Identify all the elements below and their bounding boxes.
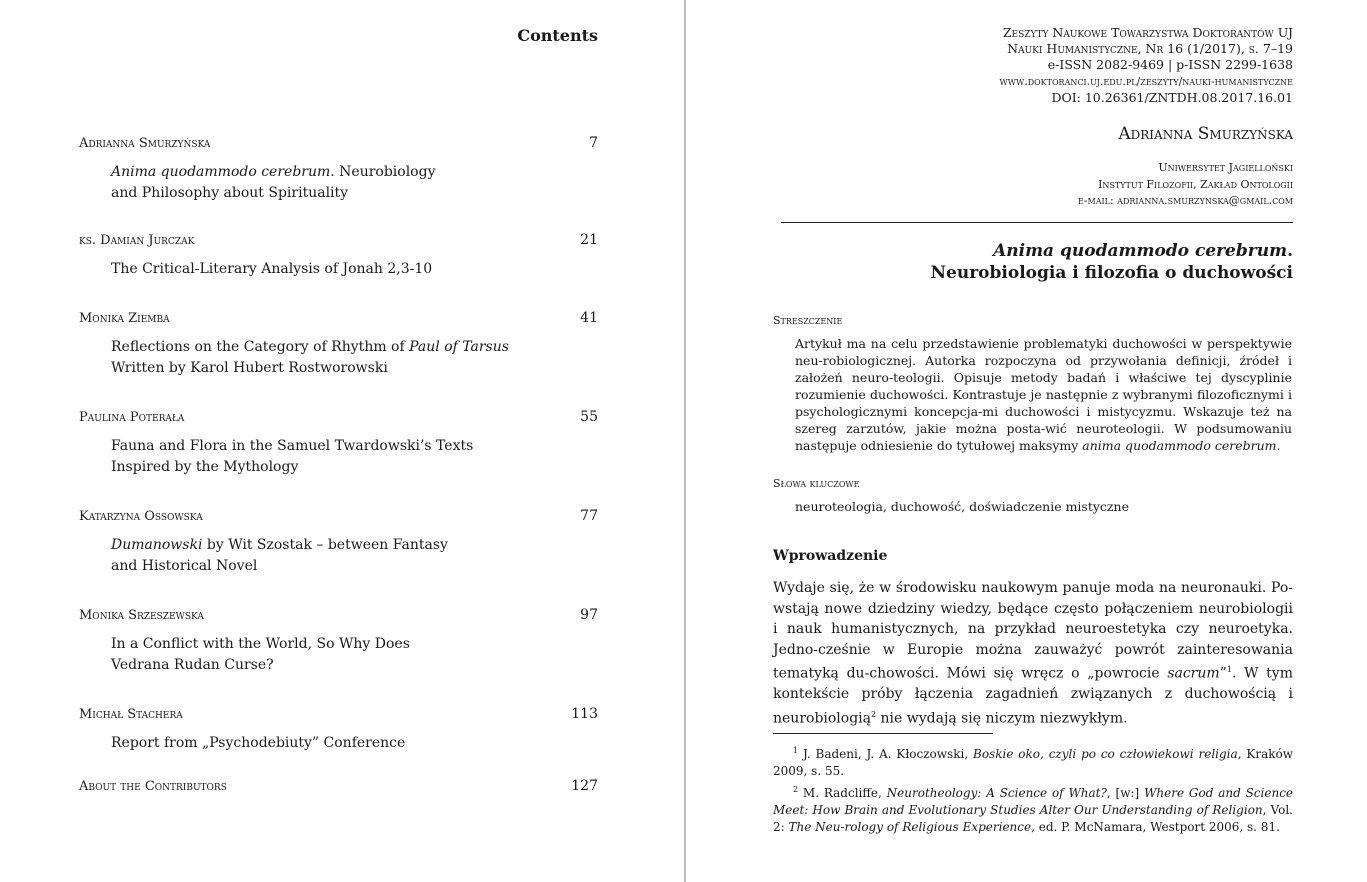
article-page xyxy=(686,0,1367,882)
toc-author: Katarzyna Ossowska xyxy=(79,509,203,524)
intro-heading: Wprowadzenie xyxy=(773,548,888,564)
abstract-text: Artykuł ma na celu przedstawienie problematyki duchowości w perspektywie neu-robiologicznej. Autorka rozpoczyna od przywołania definicji, źródeł i założeń neuro-teologii. Opisuje metody badań i właściwe tej dyscyplinie rozumienie duchowości. Kontrastuje je następnie z wybranymi filozoficznymi i psychologicznymi koncepcja-mi duchowości i mistycyzmu. Wskazuje też na szereg zarzutów, jakie można posta-wić neuroteologii. W podsumowaniu następuje odniesienie do tytułowej maksymy anima quodammodo cerebrum. xyxy=(795,336,1292,453)
journal-issn: e-ISSN 2082-9469 | p-ISSN 2299-1638 xyxy=(1047,57,1293,72)
toc-author: Monika Ziemba xyxy=(79,311,170,326)
article-doi[interactable]: DOI: 10.26361/ZNTDH.08.2017.16.01 xyxy=(1051,90,1293,105)
toc-author: Michał Stachera xyxy=(79,707,183,722)
journal-name: Zeszyty Naukowe Towarzystwa Doktorantów UJ xyxy=(1002,25,1293,40)
toc-author: Monika Srzeszewska xyxy=(79,608,204,623)
toc-page-number: 127 xyxy=(571,778,598,794)
journal-url[interactable]: www.doktoranci.uj.edu.pl/zeszyty/nauki-humanistyczne xyxy=(999,75,1293,88)
article-title-rest: Neurobiologia i filozofia o duchowości xyxy=(930,263,1293,283)
article-title-italic: Anima quodammodo cerebrum xyxy=(993,241,1288,261)
author-university: Uniwersytet Jagielloński xyxy=(1158,161,1293,174)
toc-page-number: 55 xyxy=(580,409,598,425)
toc-page-number: 41 xyxy=(580,310,598,326)
author-affiliation xyxy=(1078,160,1293,210)
toc-author: Adrianna Smurzyńska xyxy=(79,136,211,151)
header-rule xyxy=(781,222,1293,223)
toc-author: ks. Damian Jurczak xyxy=(79,233,195,248)
toc-page-number: 97 xyxy=(580,607,598,623)
toc-about-contributors[interactable]: About the Contributors xyxy=(79,779,227,794)
toc-page-number: 21 xyxy=(580,232,598,248)
contents-title: Contents xyxy=(517,26,598,45)
toc-page-number: 77 xyxy=(580,508,598,524)
toc-article-title[interactable]: Dumanowski by Wit Szostak – between Fantasy and Historical Novel xyxy=(111,537,448,574)
toc-article-title[interactable]: In a Conflict with the World, So Why Does Vedrana Rudan Curse? xyxy=(111,636,410,673)
toc-page-number: 113 xyxy=(571,706,598,722)
toc-article-title[interactable]: Report from „Psychodebiuty” Conference xyxy=(111,735,406,751)
toc-article-title[interactable]: Anima quodammodo cerebrum. Neurobiology and Philosophy about Spirituality xyxy=(111,164,436,201)
article-author: Adrianna Smurzyńska xyxy=(1118,124,1293,144)
toc-article-title[interactable]: Reflections on the Category of Rhythm of Paul of Tarsus Written by Karol Hubert Rostworowski xyxy=(111,339,509,376)
footnote-rule xyxy=(773,733,993,734)
keywords-label: Słowa kluczowe xyxy=(773,477,860,490)
journal-series: Nauki Humanistyczne, Nr 16 (1/2017), s. 7–19 xyxy=(1007,41,1293,56)
toc-page-number: 7 xyxy=(589,135,598,151)
intro-text: Wydaje się, że w środowisku naukowym panuje moda na neuronauki. Po-wstają nowe dziedziny wiedzy, będące często połączeniem neurobiologii i nauk humanistycznych, na przykład neuroestetyka czy neuroetyka. Jedno-cześnie w Europie można zauważyć powrót zainteresowania tematyką du-chowości. Mówi się wręcz o „powrocie sacrum”$^1$. W tym kontekście próby łączenia zagadnień związanych z duchowością i neurobiologią$^2$ nie wydają się niczym niezwykłym. xyxy=(773,580,1293,727)
keywords-text: neuroteologia, duchowość, doświadczenie mistyczne xyxy=(795,499,1129,514)
author-institute: Instytut Filozofii, Zakład Ontologii xyxy=(1098,177,1293,191)
footnotes xyxy=(773,742,1293,837)
toc-author: Paulina Poterała xyxy=(79,410,185,425)
toc-article-title[interactable]: The Critical-Literary Analysis of Jonah 2,3-10 xyxy=(111,261,433,277)
author-email[interactable]: e-mail: adrianna.smurzynska@gmail.com xyxy=(1077,194,1293,207)
footnote-1: $^1$ J. Badeni, J. A. Kłoczowski, Boskie oko, czyli po co człowiekowi religia, Kraków 2009, s. 55. xyxy=(773,746,1293,778)
footnote-2: $^2$ M. Radcliffe, Neurotheology: A Science of What?, [w:] Where God and Science Meet: How Brain and Evolutionary Studies Alter Our Understanding of Religion, Vol. 2: The Neu-rology of Religious Experience, ed. P. McNamara, Westport 2006, s. 81. xyxy=(773,785,1294,834)
article-title: Anima quodammodo cerebrum. Neurobiologia i filozofia o duchowości xyxy=(930,241,1293,283)
abstract-label: Streszczenie xyxy=(773,314,843,327)
toc-article-title[interactable]: Fauna and Flora in the Samuel Twardowski’s Texts Inspired by the Mythology xyxy=(111,438,474,475)
